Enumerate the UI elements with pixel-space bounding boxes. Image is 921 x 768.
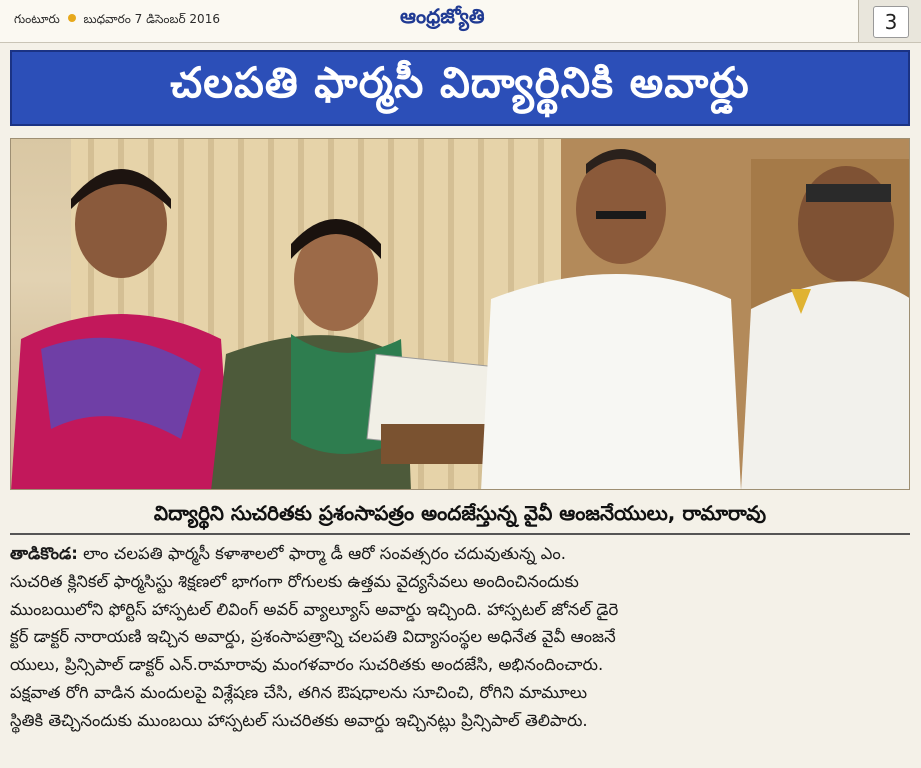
body-line-1-text: లాం చలపతి ఫార్మసీ కళాశాలలో ఫార్మా డీ ఆరో సంవత్సరం చదువుతున్న ఎం. xyxy=(83,544,567,563)
article-dateline: తాడికొండ: xyxy=(10,544,78,563)
photo-caption: విద్యార్థిని సుచరితకు ప్రశంసాపత్రం అందజేస్తున్న వైవీ ఆంజనేయులు, రామారావు xyxy=(153,501,767,525)
body-line-2: సుచరిత క్లినికల్ ఫార్మసిస్టు శిక్షణలో భాగంగా రోగులకు ఉత్తమ వైద్యసేవలు అందించినందుకు xyxy=(10,571,579,591)
page-number: 3 xyxy=(873,6,909,38)
award-photo xyxy=(10,138,910,490)
body-line-3: ముంబయిలోని ఫోర్టిస్ హాస్పటల్ లివింగ్ అవర్ వ్యాల్యూస్ అవార్డు ఇచ్చింది. హాస్పటల్ జోనల్ డైరె xyxy=(10,599,619,619)
body-line-4: క్టర్ డాక్టర్ నారాయణి ఇచ్చిన అవార్డు, ప్రశంసాపత్రాన్ని చలపతి విద్యాసంస్థల అధినేత వైవీ ఆంజనే xyxy=(10,627,616,647)
edition-city: గుంటూరు xyxy=(14,12,60,26)
newspaper-masthead: ఆంధ్రజ్యోతి xyxy=(400,4,485,28)
edition-date: బుధవారం 7 డిసెంబర్ 2016 xyxy=(83,12,220,26)
bullet-dot-icon xyxy=(68,14,76,22)
article-headline: చలపతి ఫార్మసీ విద్యార్థినికి అవార్డు xyxy=(170,58,750,107)
page-tab xyxy=(858,0,921,42)
body-line-1 xyxy=(10,540,910,568)
body-line-7: స్థితికి తెచ్చినందుకు ముంబయి హాస్పటల్ సుచరితకు అవార్డు ఇచ్చినట్లు ప్రిన్సిపాల్ తెలిపారు. xyxy=(10,710,588,730)
edition-dateline xyxy=(14,12,220,29)
body-line-5: యులు, ప్రిన్సిపాల్ డాక్టర్ ఎన్.రామారావు మంగళవారం సుచరితకు అందజేసి, అభినందించారు. xyxy=(10,655,604,675)
body-line-6: పక్షవాత రోగి వాడిన మందులపై విశ్లేషణ చేసి, తగిన ఔషధాలను సూచించి, రోగిని మామూలు xyxy=(10,682,588,702)
award-photo-illustration xyxy=(11,139,910,490)
page-header xyxy=(0,0,921,43)
article-body xyxy=(10,540,910,735)
headline-banner xyxy=(10,50,910,126)
caption-divider xyxy=(10,533,910,535)
